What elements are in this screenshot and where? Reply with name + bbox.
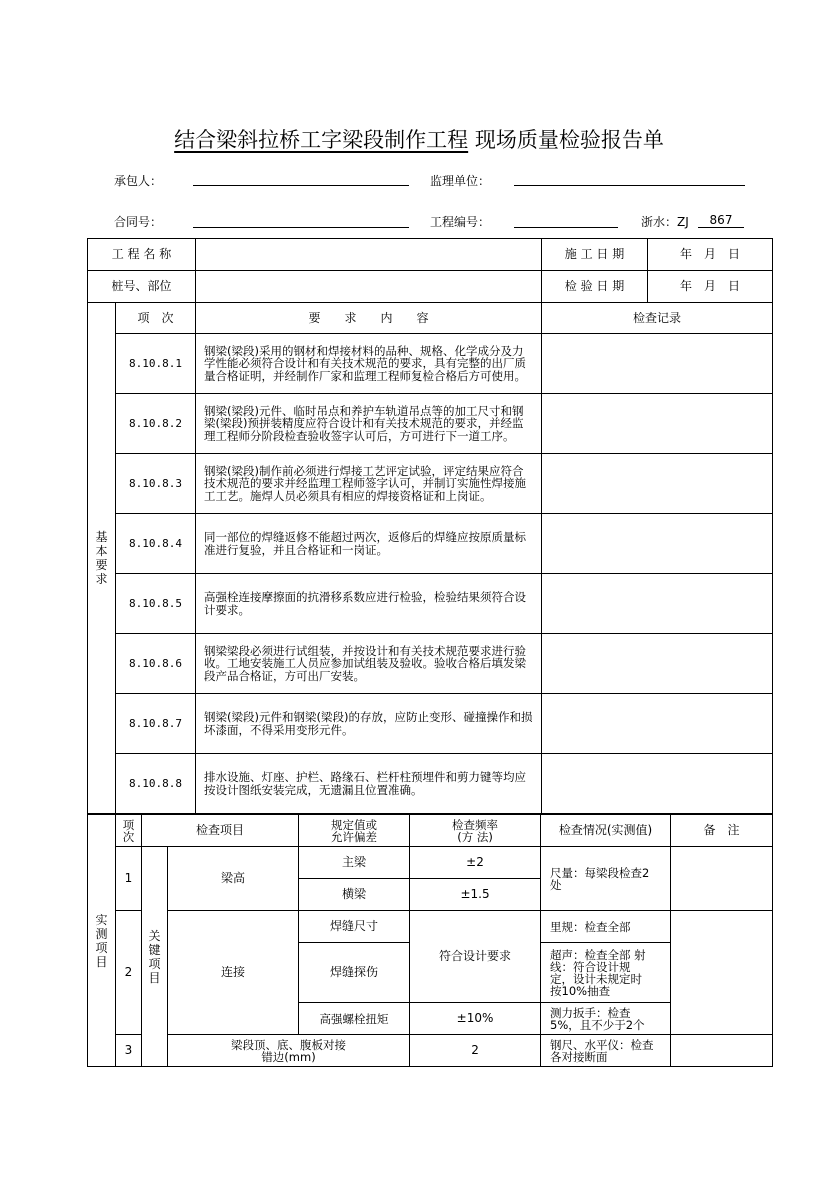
table-row [88,574,773,634]
frequency: 钢尺、水平仪：检查各对接断面 [541,1035,671,1067]
basic-section-label: 基本要求 [88,303,116,814]
item-no: 8.10.8.5 [116,574,196,634]
item-no: 8.10.8.1 [116,334,196,394]
result-cell[interactable] [671,847,773,911]
table-row [88,1035,773,1067]
record-cell[interactable] [542,454,773,514]
record-cell[interactable] [542,394,773,454]
measured-section-label: 实测项目 [88,815,116,1067]
table-row [88,634,773,694]
record-cell[interactable] [542,334,773,394]
row-no: 3 [116,1035,142,1067]
item-no: 8.10.8.7 [116,694,196,754]
project-no-field[interactable] [514,227,618,228]
inspection-date-label: 检 验 日 期 [542,271,648,303]
requirement-header: 要 求 内 容 [196,303,542,334]
project-name-value[interactable] [196,239,542,271]
table-row [88,911,773,943]
sub-item: 高强螺栓扭矩 [299,1003,410,1035]
group-label: 连接 [168,911,299,1035]
result-cell[interactable] [671,1035,773,1067]
requirement-text: 钢梁(梁段)元件、临时吊点和养护车轨道吊点等的加工尺寸和钢梁(梁段)预拼装精度应符合设计和有关技术规范的要求，并经监理工程师分阶段检查验收签字认可后，方可进行下一道工序。 [196,394,542,454]
supervisor-field[interactable] [514,185,745,186]
result-header: 检查情况(实测值) [541,815,671,847]
check-item: 梁段顶、底、腹板对接错边(mm) [168,1035,410,1067]
title-rest: 现场质量检验报告单 [474,128,664,152]
item-no: 8.10.8.8 [116,754,196,814]
construction-date-label: 施 工 日 期 [542,239,648,271]
inspection-date-value[interactable]: 年 月 日 [648,271,773,303]
sub-item: 焊缝尺寸 [299,911,410,943]
row-no: 2 [116,911,142,1035]
remark-header: 备 注 [671,815,773,847]
requirement-text: 钢梁(梁段)采用的钢材和焊接材料的品种、规格、化学成分及力学性能必须符合设计和有关技术规范的要求，具有完整的出厂质量合格证明，并经制作厂家和监理工程师复检合格后方可使用。 [196,334,542,394]
tolerance: ±10% [410,1003,541,1035]
requirement-text: 钢梁(梁段)元件和钢梁(梁段)的存放，应防止变形、碰撞操作和损坏漆面，不得采用变形元件。 [196,694,542,754]
requirement-text: 高强栓连接摩擦面的抗滑移系数应进行检验，检验结果须符合设计要求。 [196,574,542,634]
record-header: 检查记录 [542,303,773,334]
item-no: 8.10.8.3 [116,454,196,514]
sub-item: 主梁 [299,847,410,879]
frequency: 测力扳手：检查5%，且不少于2个 [541,1003,671,1035]
tolerance: ±1.5 [410,879,541,911]
table-row [88,847,773,879]
contract-no-label: 合同号： [114,215,163,229]
row-no: 1 [116,847,142,911]
requirement-text: 同一部位的焊缝返修不能超过两次，返修后的焊缝应按原质量标准进行复验，并且合格证和一岗证。 [196,514,542,574]
contractor-field[interactable] [193,185,409,186]
project-name-label: 工 程 名 称 [88,239,196,271]
item-header: 检查项目 [142,815,299,847]
tolerance-header: 规定值或允许偏差 [299,815,410,847]
project-no-label: 工程编号： [430,215,491,229]
supervisor-label: 监理单位： [430,174,491,188]
station-label: 桩号、部位 [88,271,196,303]
contractor-label: 承包人： [114,174,163,188]
item-header: 项 次 [116,303,196,334]
table-row [88,694,773,754]
record-cell[interactable] [542,574,773,634]
frequency: 超声：检查全部 射线：符合设计规定，设计未规定时按10%抽查 [541,943,671,1003]
item-no: 8.10.8.4 [116,514,196,574]
station-value[interactable] [196,271,542,303]
contract-no-field[interactable] [193,227,409,228]
no-header: 项次 [116,815,142,847]
item-no: 8.10.8.6 [116,634,196,694]
construction-date-value[interactable]: 年 月 日 [648,239,773,271]
page-title [0,124,838,154]
record-cell[interactable] [542,514,773,574]
table-row [88,754,773,814]
table-row [88,514,773,574]
frequency: 里规：检查全部 [541,911,671,943]
form-code-value: 867 [698,213,744,228]
result-cell[interactable] [671,911,773,1035]
measured-table [87,814,773,1067]
sub-item: 焊缝探伤 [299,943,410,1003]
requirement-text: 钢梁梁段必须进行试组装，并按设计和有关技术规范要求进行验收。工地安装施工人员应参加试组装及验收。验收合格后填发梁段产品合格证，方可出厂安装。 [196,634,542,694]
frequency: 尺量：每梁段检查2处 [541,847,671,911]
tolerance: 2 [410,1035,541,1067]
table-row [88,334,773,394]
group-label: 梁高 [168,847,299,911]
key-item-label: 关键项目 [142,847,168,1067]
record-cell[interactable] [542,754,773,814]
table-row [88,394,773,454]
title-underlined: 结合梁斜拉桥工字梁段制作工程 [174,128,469,152]
basic-table [87,238,773,814]
item-no: 8.10.8.2 [116,394,196,454]
requirement-text: 排水设施、灯座、护栏、路缘石、栏杆柱预埋件和剪力键等均应按设计图纸安装完成，无遗漏且位置准确。 [196,754,542,814]
record-cell[interactable] [542,694,773,754]
requirement-text: 钢梁(梁段)制作前必须进行焊接工艺评定试验，评定结果应符合技术规范的要求并经监理工程师签字认可，并制订实施性焊接施工工艺。施焊人员必须具有相应的焊接资格证和上岗证。 [196,454,542,514]
table-row [88,454,773,514]
frequency-header: 检查频率(方 法) [410,815,541,847]
tolerance: 符合设计要求 [410,911,541,1003]
form-code-label: 浙水：ZJ [641,215,689,229]
record-cell[interactable] [542,634,773,694]
tolerance: ±2 [410,847,541,879]
sub-item: 横梁 [299,879,410,911]
